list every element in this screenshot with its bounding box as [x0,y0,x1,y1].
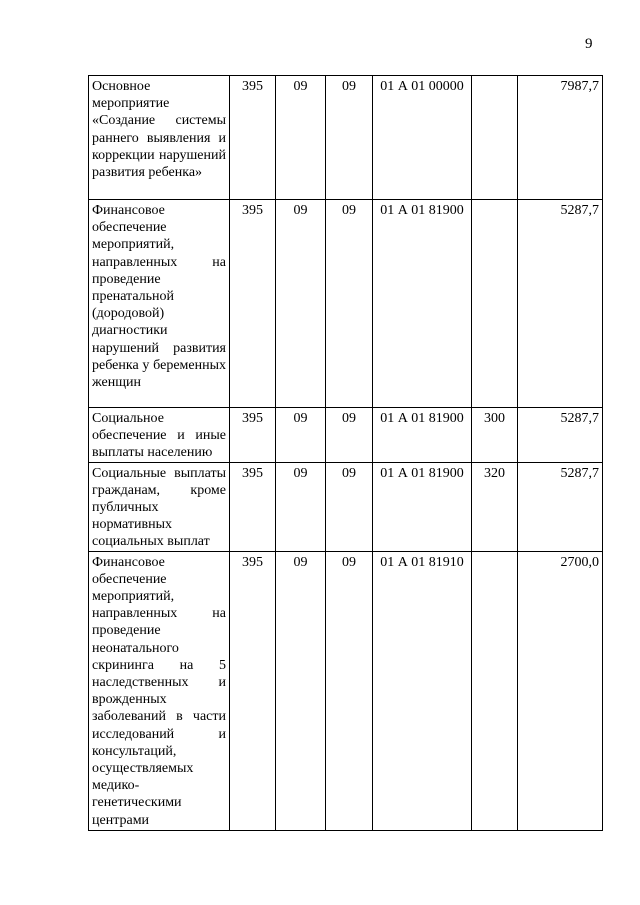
row-expense-type [472,200,518,408]
row-section: 09 [276,76,326,200]
table-row [89,551,603,830]
table-row [89,462,603,551]
row-section: 09 [276,408,326,463]
row-amount: 5287,7 [518,462,603,551]
row-amount: 5287,7 [518,408,603,463]
row-ministry: 395 [230,200,276,408]
row-subsection: 09 [326,551,373,830]
row-subsection: 09 [326,200,373,408]
row-amount: 7987,7 [518,76,603,200]
row-name: Социальное обеспечение и иные выплаты населению [89,408,230,463]
budget-table [88,75,603,831]
row-ministry: 395 [230,462,276,551]
row-expense-type: 320 [472,462,518,551]
table-row [89,200,603,408]
row-name: Финансовое обеспечение мероприятий, направленных на проведение неонатального скрининга на 5 наследственных и врожденных заболеваний в части исследований и консультаций, осуществляемых медико-генетическими центрами [89,551,230,830]
table-row [89,76,603,200]
row-subsection: 09 [326,462,373,551]
row-amount: 5287,7 [518,200,603,408]
row-target: 01 А 01 81910 [373,551,472,830]
row-name: Финансовое обеспечение мероприятий, направленных на проведение пренатальной (дородовой) диагностики нарушений развития ребенка у беременных женщин [89,200,230,408]
page-number: 9 [585,36,593,52]
row-target: 01 А 01 81900 [373,200,472,408]
table-row [89,408,603,463]
row-ministry: 395 [230,408,276,463]
row-ministry: 395 [230,551,276,830]
row-expense-type [472,76,518,200]
row-name: Социальные выплаты гражданам, кроме публичных нормативных социальных выплат [89,462,230,551]
row-subsection: 09 [326,76,373,200]
row-target: 01 А 01 81900 [373,462,472,551]
row-expense-type [472,551,518,830]
row-target: 01 А 01 81900 [373,408,472,463]
row-section: 09 [276,462,326,551]
row-expense-type: 300 [472,408,518,463]
row-section: 09 [276,200,326,408]
row-subsection: 09 [326,408,373,463]
row-ministry: 395 [230,76,276,200]
row-target: 01 А 01 00000 [373,76,472,200]
row-name: Основное мероприятие «Создание системы раннего выявления и коррекции нарушений развития ребенка» [89,76,230,200]
row-amount: 2700,0 [518,551,603,830]
row-section: 09 [276,551,326,830]
